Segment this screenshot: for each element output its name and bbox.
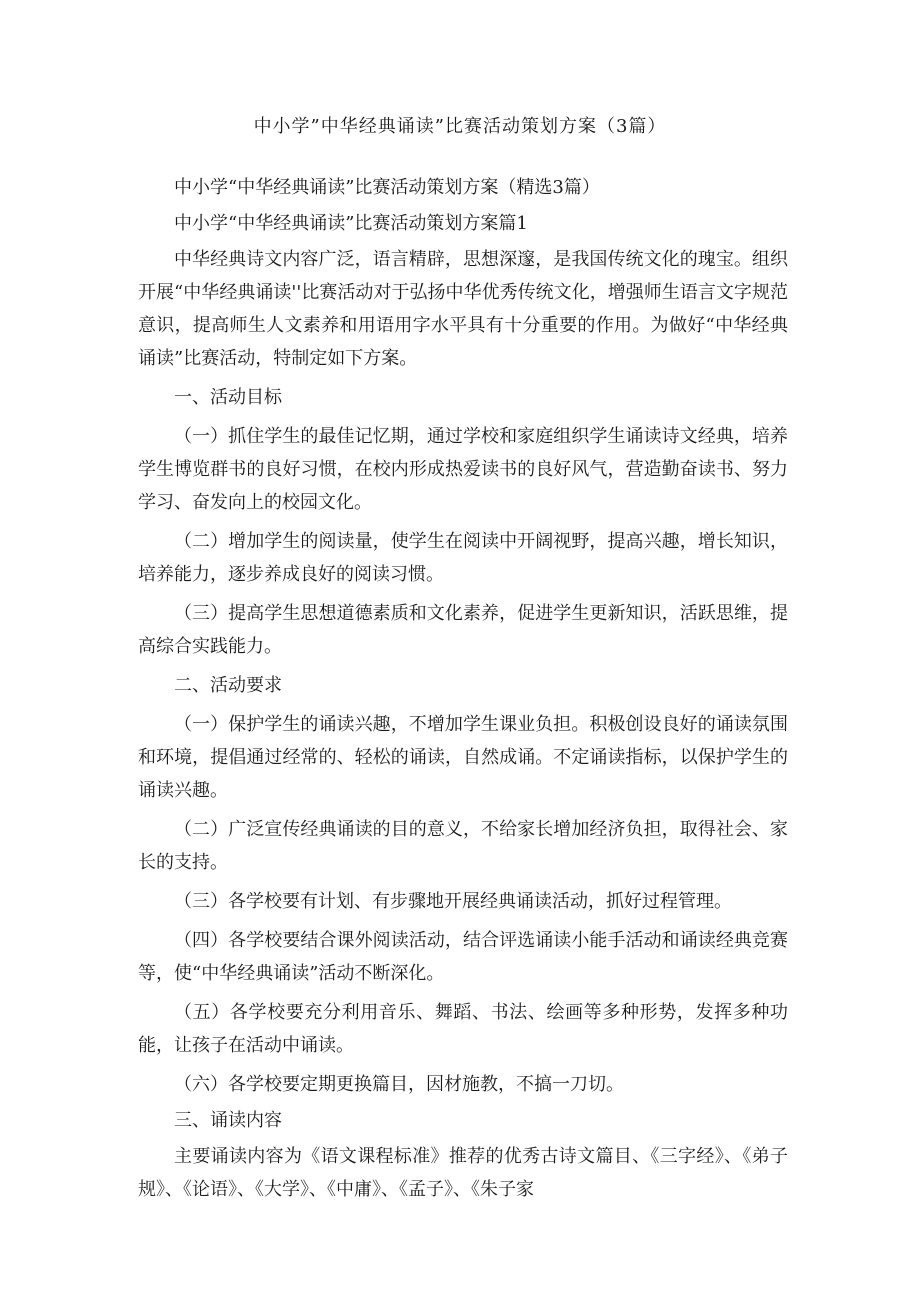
requirement-paragraph-4: （四）各学校要结合课外阅读活动，结合评选诵读小能手活动和诵读经典竞赛等，使“中华经典诵读”活动不断深化。 <box>138 930 788 984</box>
intro-paragraph: 中华经典诗文内容广泛，语言精辟，思想深邃，是我国传统文化的瑰宝。组织开展“中华经典诵读''比赛活动对于弘扬中华优秀传统文化，增强师生语言文字规范意识，提高师生人文素养和用语用字水平具有十分重要的作用。为做好“中华经典诵读”比赛活动，特制定如下方案。 <box>138 249 788 369</box>
goal-paragraph-3: （三）提高学生思想道德素质和文化素养，促进学生更新知识，活跃思维，提高综合实践能力。 <box>138 603 788 657</box>
reading-content-paragraph: 主要诵读内容为《语文课程标准》推荐的优秀古诗文篇目、《三字经》、《弟子规》、《论语》、《大学》、《中庸》、《孟子》、《朱子家 <box>138 1146 788 1200</box>
heading-activity-requirements: 二、活动要求 <box>174 675 282 696</box>
requirement-paragraph-6: （六）各学校要定期更换篇目，因材施教，不搞一刀切。 <box>174 1074 624 1095</box>
requirement-paragraph-1: （一）保护学生的诵读兴趣，不增加学生课业负担。积极创设良好的诵读氛围和环境，提倡通过经常的、轻松的诵读，自然成诵。不定诵读指标，以保护学生的诵读兴趣。 <box>138 714 788 801</box>
goal-paragraph-2: （二）增加学生的阅读量，使学生在阅读中开阔视野，提高兴趣，增长知识，培养能力，逐步养成良好的阅读习惯。 <box>138 531 788 585</box>
goal-paragraph-1: （一）抓住学生的最佳记忆期，通过学校和家庭组织学生诵读诗文经典，培养学生博览群书的良好习惯，在校内形成热爱读书的良好风气，营造勤奋读书、努力学习、奋发向上的校园文化。 <box>138 426 788 513</box>
requirement-paragraph-2: （二）广泛宣传经典诵读的目的意义，不给家长增加经济负担，取得社会、家长的支持。 <box>138 819 788 873</box>
document-title: 中小学”中华经典诵读”比赛活动策划方案（3篇） <box>253 116 667 137</box>
document-body <box>138 171 788 1206</box>
requirement-paragraph-5: （五）各学校要充分利用音乐、舞蹈、书法、绘画等多种形势，发挥多种功能，让孩子在活动中诵读。 <box>138 1002 788 1056</box>
subtitle-paragraph: 中小学“中华经典诵读”比赛活动策划方案（精选3篇） <box>174 177 600 198</box>
section-heading-paragraph: 中小学“中华经典诵读”比赛活动策划方案篇1 <box>174 213 528 234</box>
heading-activity-goals: 一、活动目标 <box>174 387 282 408</box>
requirement-paragraph-3: （三）各学校要有计划、有步骤地开展经典诵读活动，抓好过程管理。 <box>174 891 732 912</box>
heading-reading-content: 三、诵读内容 <box>174 1110 282 1131</box>
